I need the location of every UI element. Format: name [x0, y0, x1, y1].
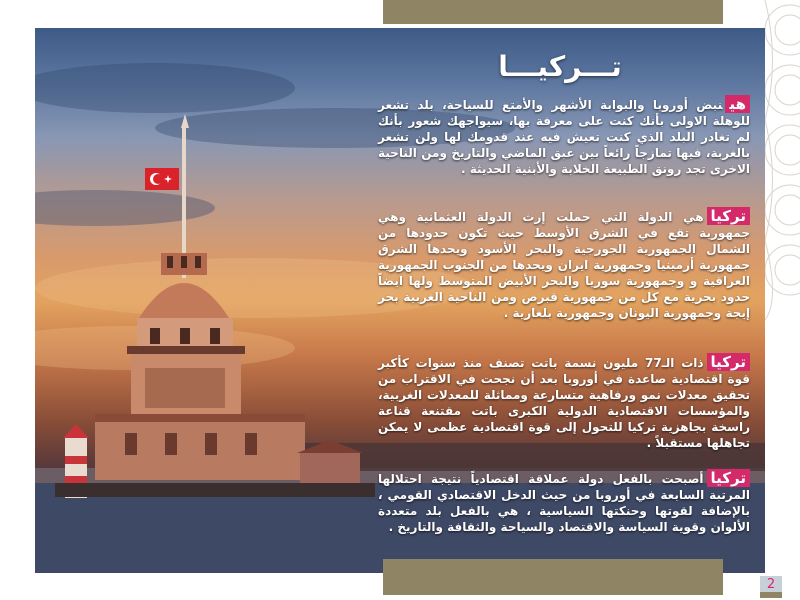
paragraph-1: [378, 96, 750, 177]
paragraph-3: [378, 354, 750, 451]
paragraph-text: هي الدولة التي حملت إرث الدولة العثمانية وهي جمهورية تقع في الشرق الأوسط حيث تكون حدودها من الشمال الجمهورية الجورجية والبحر الأسود ويحدها الشرق جمهورية أرمينيا وجمهورية ايران ويحدها من الجنوب الجمهورية العراقية و وجمهورية سوريا والبحر الأبيض المتوسط ولها ايضاً حدود بحرية مع كل من جمهورية قبرص ومن الناحية الغربية بحر إيجة وجمهورية اليونان وجمهورية بلغارية .: [378, 210, 750, 320]
paragraph-2: [378, 208, 750, 321]
keyword-highlight: تركيا: [707, 353, 750, 371]
keyword-highlight: تركيا: [707, 207, 750, 225]
page-number: 2: [760, 576, 782, 594]
page-title: تـــركيـــا: [498, 50, 622, 83]
paragraph-text: أصبحت بالفعل دولة عملاقة اقتصادياً نتيجة احتلالها المرتبة السابعة في أوروبا من حيث الدخل الاقتصادي القومي ، بالإضافة لقوتها وحنكتها السياسية ، هي بالفعل بلد متعددة الألوان وقوية السياسة والاقتصاد والسياحة والثقافة والتاريخ .: [378, 472, 750, 534]
keyword-highlight: هي: [725, 95, 750, 113]
paragraph-4: [378, 470, 750, 535]
paragraph-text: نبض أوروبا والبوابة الأشهر والأمتع للسياحة، بلد تشعر للوهلة الاولى بأنك كنت على معرفة بها، سيواجهك شعور بأنك لم تغادر البلد الذي كنت تعيش فيه عند قدومك لها ولن تشعر بالغربة، فيها تمازجاً رائعاً بين عبق الماضي والتاريخ ومن الناحية الاخرى تجد رونق الطبيعة الخلابة والأبنية الحديثة .: [378, 98, 750, 176]
paragraph-text: ذات الـ77 مليون نسمة باتت تصنف منذ سنوات كأكبر قوة اقتصادية صاعدة في أوروبا بعد أن نجحت في الاقتراب من تحقيق معدلات نمو ورفاهية متسارعة ومماثلة للمعدلات الغربية، والمؤسسات الاقتصادية الدولية الكبرى باتت مقتنعة قناعة راسخة بجاهزية تركيا للتحول إلى قوة اقتصادية عظمى لا يمكن تجاهلها مستقبلاً .: [378, 356, 750, 450]
page-number-bar: [760, 592, 782, 598]
keyword-highlight: تركيا: [707, 469, 750, 487]
gold-footer-bar: [383, 559, 723, 595]
gold-header-bar: [383, 0, 723, 24]
